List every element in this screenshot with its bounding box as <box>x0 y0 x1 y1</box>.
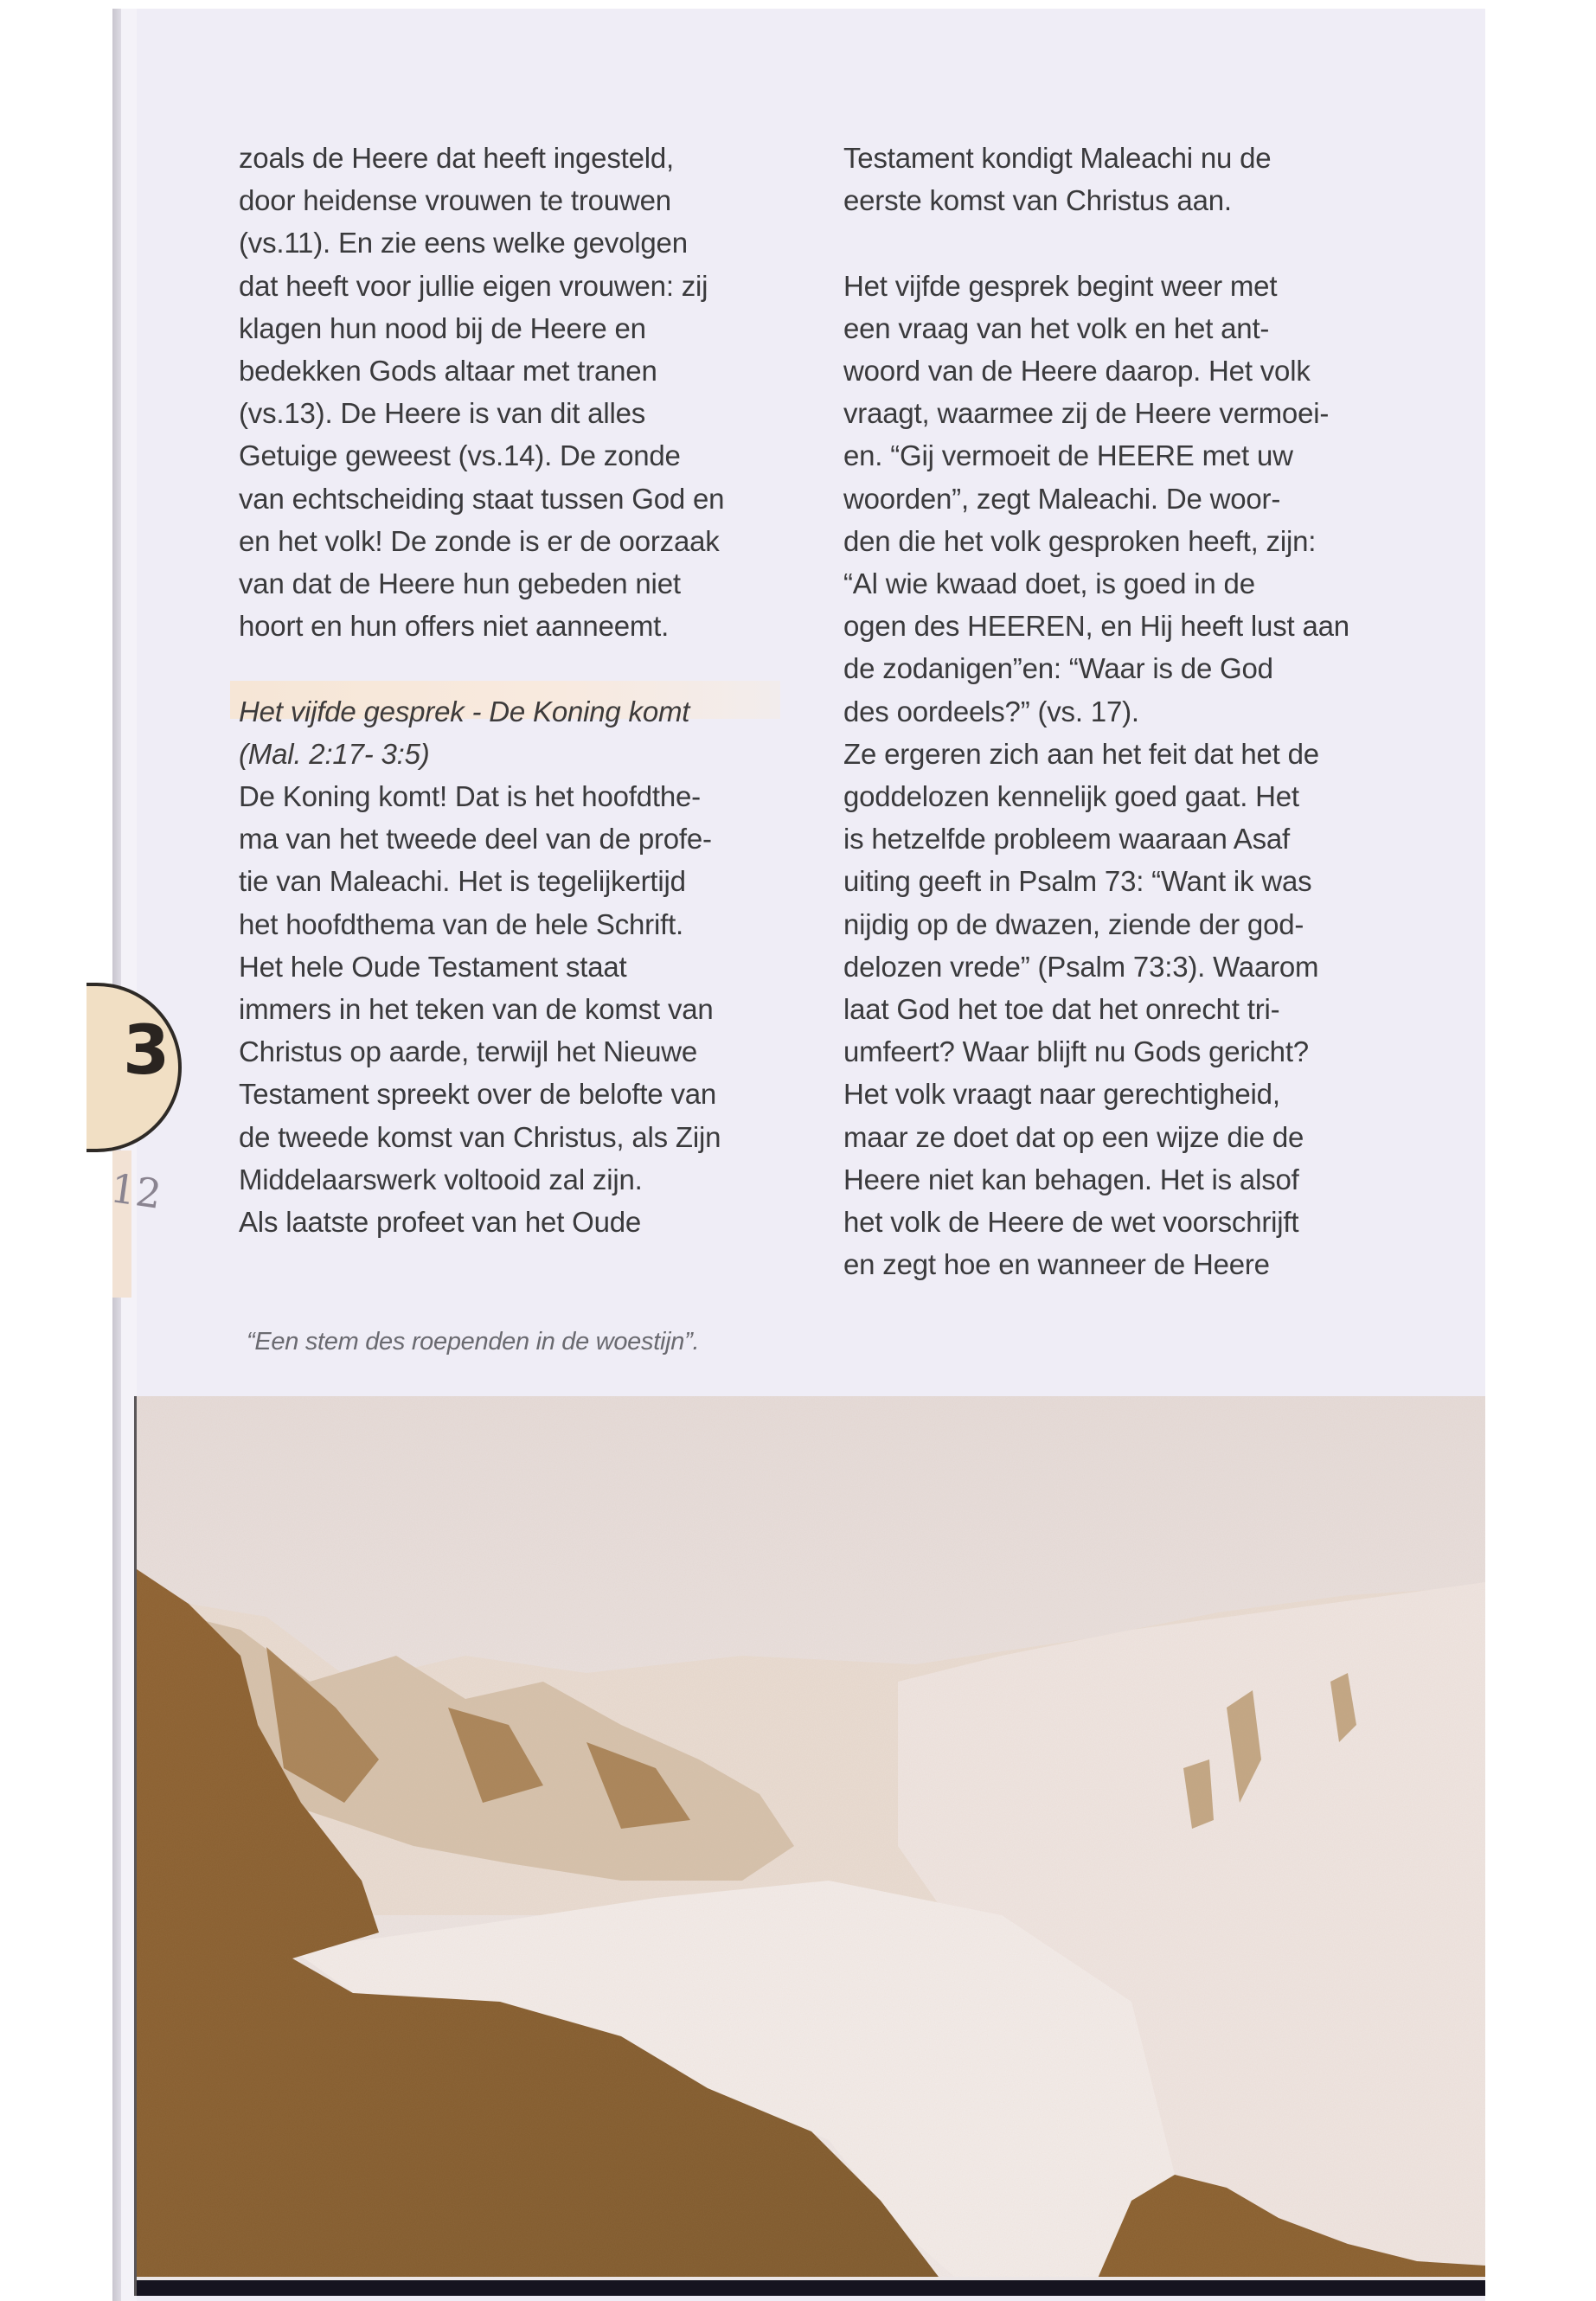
left-paragraph-1 <box>239 137 810 647</box>
text-line: Testament spreekt over de belofte van <box>239 1078 717 1111</box>
text-line: Heere niet kan behagen. Het is alsof <box>843 1163 1299 1195</box>
text-line: een vraag van het volk en het ant- <box>843 311 1270 344</box>
text-line: klagen hun nood bij de Heere en <box>239 311 646 344</box>
text-line: ogen des HEEREN, en Hij heeft lust aan <box>843 610 1349 643</box>
text-line: Als laatste profeet van het Oude <box>239 1206 642 1239</box>
photo-bottom-bar <box>137 2280 1485 2296</box>
text-line: den die het volk gesproken heeft, zijn: <box>843 524 1317 557</box>
text-line: laat God het toe dat het onrecht tri- <box>843 993 1280 1026</box>
text-line: is hetzelfde probleem waaraan Asaf <box>843 823 1291 856</box>
left-paragraph-2 <box>239 775 810 1243</box>
text-line: door heidense vrouwen te trouwen <box>239 184 671 217</box>
text-line: immers in het teken van de komst van <box>239 993 714 1026</box>
text-line: Middelaarswerk voltooid zal zijn. <box>239 1163 643 1195</box>
text-line: (vs.11). En zie eens welke gevolgen <box>239 227 688 260</box>
text-line: Christus op aarde, terwijl het Nieuwe <box>239 1035 698 1068</box>
text-line: het hoofdthema van de hele Schrift. <box>239 907 684 940</box>
text-line: Het volk vraagt naar gerechtigheid, <box>843 1078 1280 1111</box>
right-paragraph-2 <box>843 265 1414 1286</box>
photo-grain <box>137 1396 1485 2280</box>
text-line: maar ze doet dat op een wijze die de <box>843 1120 1304 1153</box>
text-line: Getuige geweest (vs.14). De zonde <box>239 439 681 472</box>
text-line: (vs.13). De Heere is van dit alles <box>239 397 646 430</box>
text-line: tie van Maleachi. Het is tegelijkertijd <box>239 865 686 898</box>
handwritten-note: 12 <box>107 1164 165 1218</box>
text-line: de zodanigen”en: “Waar is de God <box>843 652 1273 685</box>
paragraph-gap <box>239 647 810 689</box>
text-line: Het vijfde gesprek begint weer met <box>843 269 1278 302</box>
text-line: woorden”, zegt Maleachi. De woor- <box>843 482 1281 515</box>
text-line: delozen vrede” (Psalm 73:3). Waarom <box>843 950 1319 983</box>
desert-landscape-illustration <box>137 1396 1485 2280</box>
desert-photo <box>137 1396 1485 2280</box>
text-line: woord van de Heere daarop. Het volk <box>843 355 1311 387</box>
text-line: nijdig op de dwazen, ziende der god- <box>843 907 1304 940</box>
text-line: en zegt hoe en wanneer de Heere <box>843 1248 1270 1281</box>
paragraph-gap <box>843 221 1414 264</box>
text-line: Testament kondigt Maleachi nu de <box>843 142 1272 174</box>
text-line: Ze ergeren zich aan het feit dat het de <box>843 737 1319 770</box>
text-line: en het volk! De zonde is er de oorzaak <box>239 524 720 557</box>
text-line: De Koning komt! Dat is het hoofdthe- <box>239 780 701 813</box>
text-line: de tweede komst van Christus, als Zijn <box>239 1120 721 1153</box>
section-heading <box>239 690 810 775</box>
text-line: bedekken Gods altaar met tranen <box>239 355 657 388</box>
text-line: en. “Gij vermoeit de HEERE met uw <box>843 439 1293 472</box>
chapter-tab-number: 3 <box>123 1012 170 1090</box>
text-line: zoals de Heere dat heeft ingesteld, <box>239 142 675 174</box>
text-line: eerste komst van Christus aan. <box>843 184 1232 217</box>
text-line: “Al wie kwaad doet, is goed in de <box>843 567 1255 600</box>
section-heading-reference: (Mal. 2:17- 3:5) <box>239 737 430 770</box>
text-line: umfeert? Waar blijft nu Gods gericht? <box>843 1035 1309 1068</box>
text-line: het volk de Heere de wet voorschrijft <box>843 1206 1299 1239</box>
text-line: hoort en hun offers niet aanneemt. <box>239 610 670 643</box>
text-line: des oordeels?” (vs. 17). <box>843 695 1139 727</box>
text-line: van dat de Heere hun gebeden niet <box>239 567 681 600</box>
section-heading-title: Het vijfde gesprek - De Koning komt <box>239 695 690 727</box>
photo-caption: “Een stem des roependen in de woestijn”. <box>247 1328 700 1356</box>
text-line: goddelozen kennelijk goed gaat. Het <box>843 780 1299 813</box>
text-line: uiting geeft in Psalm 73: “Want ik was <box>843 865 1312 898</box>
right-column <box>843 137 1414 1285</box>
left-column <box>239 137 810 1243</box>
text-line: vraagt, waarmee zij de Heere vermoei- <box>843 397 1330 430</box>
text-line: ma van het tweede deel van de profe- <box>239 823 712 856</box>
text-line: Het hele Oude Testament staat <box>239 950 627 983</box>
right-paragraph-1 <box>843 137 1414 221</box>
text-line: dat heeft voor jullie eigen vrouwen: zij <box>239 269 708 302</box>
text-line: van echtscheiding staat tussen God en <box>239 482 725 515</box>
